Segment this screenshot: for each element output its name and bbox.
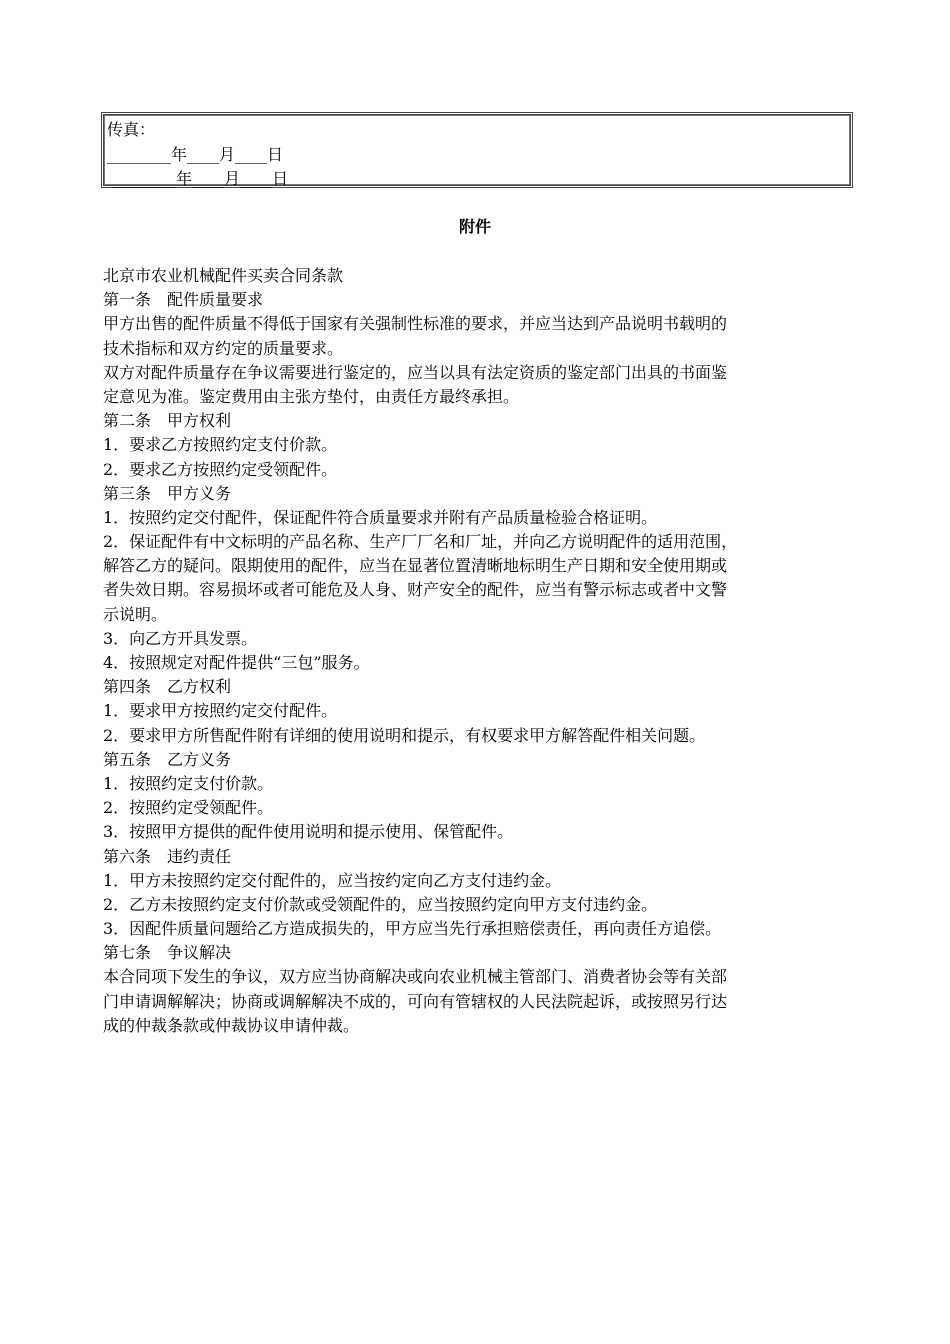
date-line-1: ________年____月____日 <box>107 145 284 164</box>
date-line-2: ________年____月____日 <box>107 169 289 188</box>
list-item: 1．按照约定支付价款。 <box>103 773 274 793</box>
list-item: 2．要求甲方所售配件附有详细的使用说明和提示，有权要求甲方解答配件相关问题。 <box>103 725 706 745</box>
list-item: 4．按照规定对配件提供“三包”服务。 <box>103 653 370 672</box>
text-line: 本合同项下发生的争议，双方应当协商解决或向农业机械主管部门、消费者协会等有关部 <box>103 967 728 987</box>
contract-terms-body <box>103 264 849 1038</box>
text-line: 双方对配件质量存在争议需要进行鉴定的，应当以具有法定资质的鉴定部门出具的书面鉴 <box>103 362 728 382</box>
list-item: 1．要求乙方按照约定支付价款。 <box>103 435 338 455</box>
list-item: 1．甲方未按照约定交付配件的，应当按约定向乙方支付违约金。 <box>103 870 562 890</box>
fax-label: 传真： <box>107 120 156 139</box>
text-line: 技术指标和双方约定的质量要求。 <box>103 338 344 358</box>
list-item: 2．要求乙方按照约定受领配件。 <box>103 459 338 479</box>
section-heading: 第四条 乙方权利 <box>103 677 232 697</box>
list-item: 2．保证配件有中文标明的产品名称、生产厂厂名和厂址，并向乙方说明配件的适用范围， <box>103 532 738 552</box>
attachment-title: 附件 <box>458 217 491 236</box>
text-line: 甲方出售的配件质量不得低于国家有关强制性标准的要求，并应当达到产品说明书载明的 <box>103 314 728 334</box>
text-line: 门申请调解解决；协商或调解解决不成的，可向有管辖权的人民法院起诉，或按照另行达 <box>103 991 728 1011</box>
section-heading: 第五条 乙方义务 <box>103 749 232 769</box>
list-item: 2．按照约定受领配件。 <box>103 798 274 818</box>
fax-date-box <box>101 112 853 188</box>
text-line: 定意见为准。鉴定费用由主张方垫付，由责任方最终承担。 <box>103 386 520 406</box>
section-heading: 第一条 配件质量要求 <box>103 290 264 310</box>
section-heading: 第三条 甲方义务 <box>103 483 232 503</box>
text-line: 示说明。 <box>103 604 168 624</box>
text-line: 者失效日期。容易损坏或者可能危及人身、财产安全的配件，应当有警示标志或者中文警 <box>103 580 728 600</box>
list-item: 1．要求甲方按照约定交付配件。 <box>103 701 338 721</box>
section-heading: 第七条 争议解决 <box>103 943 232 963</box>
list-item: 3．因配件质量问题给乙方造成损失的，甲方应当先行承担赔偿责任，再向责任方追偿。 <box>103 919 722 939</box>
list-item: 2．乙方未按照约定支付价款或受领配件的，应当按照约定向甲方支付违约金。 <box>103 894 658 914</box>
text-line: 解答乙方的疑问。限期使用的配件，应当在显著位置清晰地标明生产日期和安全使用期或 <box>103 556 728 576</box>
section-heading: 第二条 甲方权利 <box>103 411 232 431</box>
list-item: 3．按照甲方提供的配件使用说明和提示使用、保管配件。 <box>103 822 514 842</box>
text-line: 成的仲裁条款或仲裁协议申请仲裁。 <box>103 1015 360 1035</box>
list-item: 3．向乙方开具发票。 <box>103 628 258 648</box>
text-line: 北京市农业机械配件买卖合同条款 <box>103 266 344 285</box>
section-heading: 第六条 违约责任 <box>103 846 232 866</box>
list-item: 1．按照约定交付配件，保证配件符合质量要求并附有产品质量检验合格证明。 <box>103 507 658 527</box>
